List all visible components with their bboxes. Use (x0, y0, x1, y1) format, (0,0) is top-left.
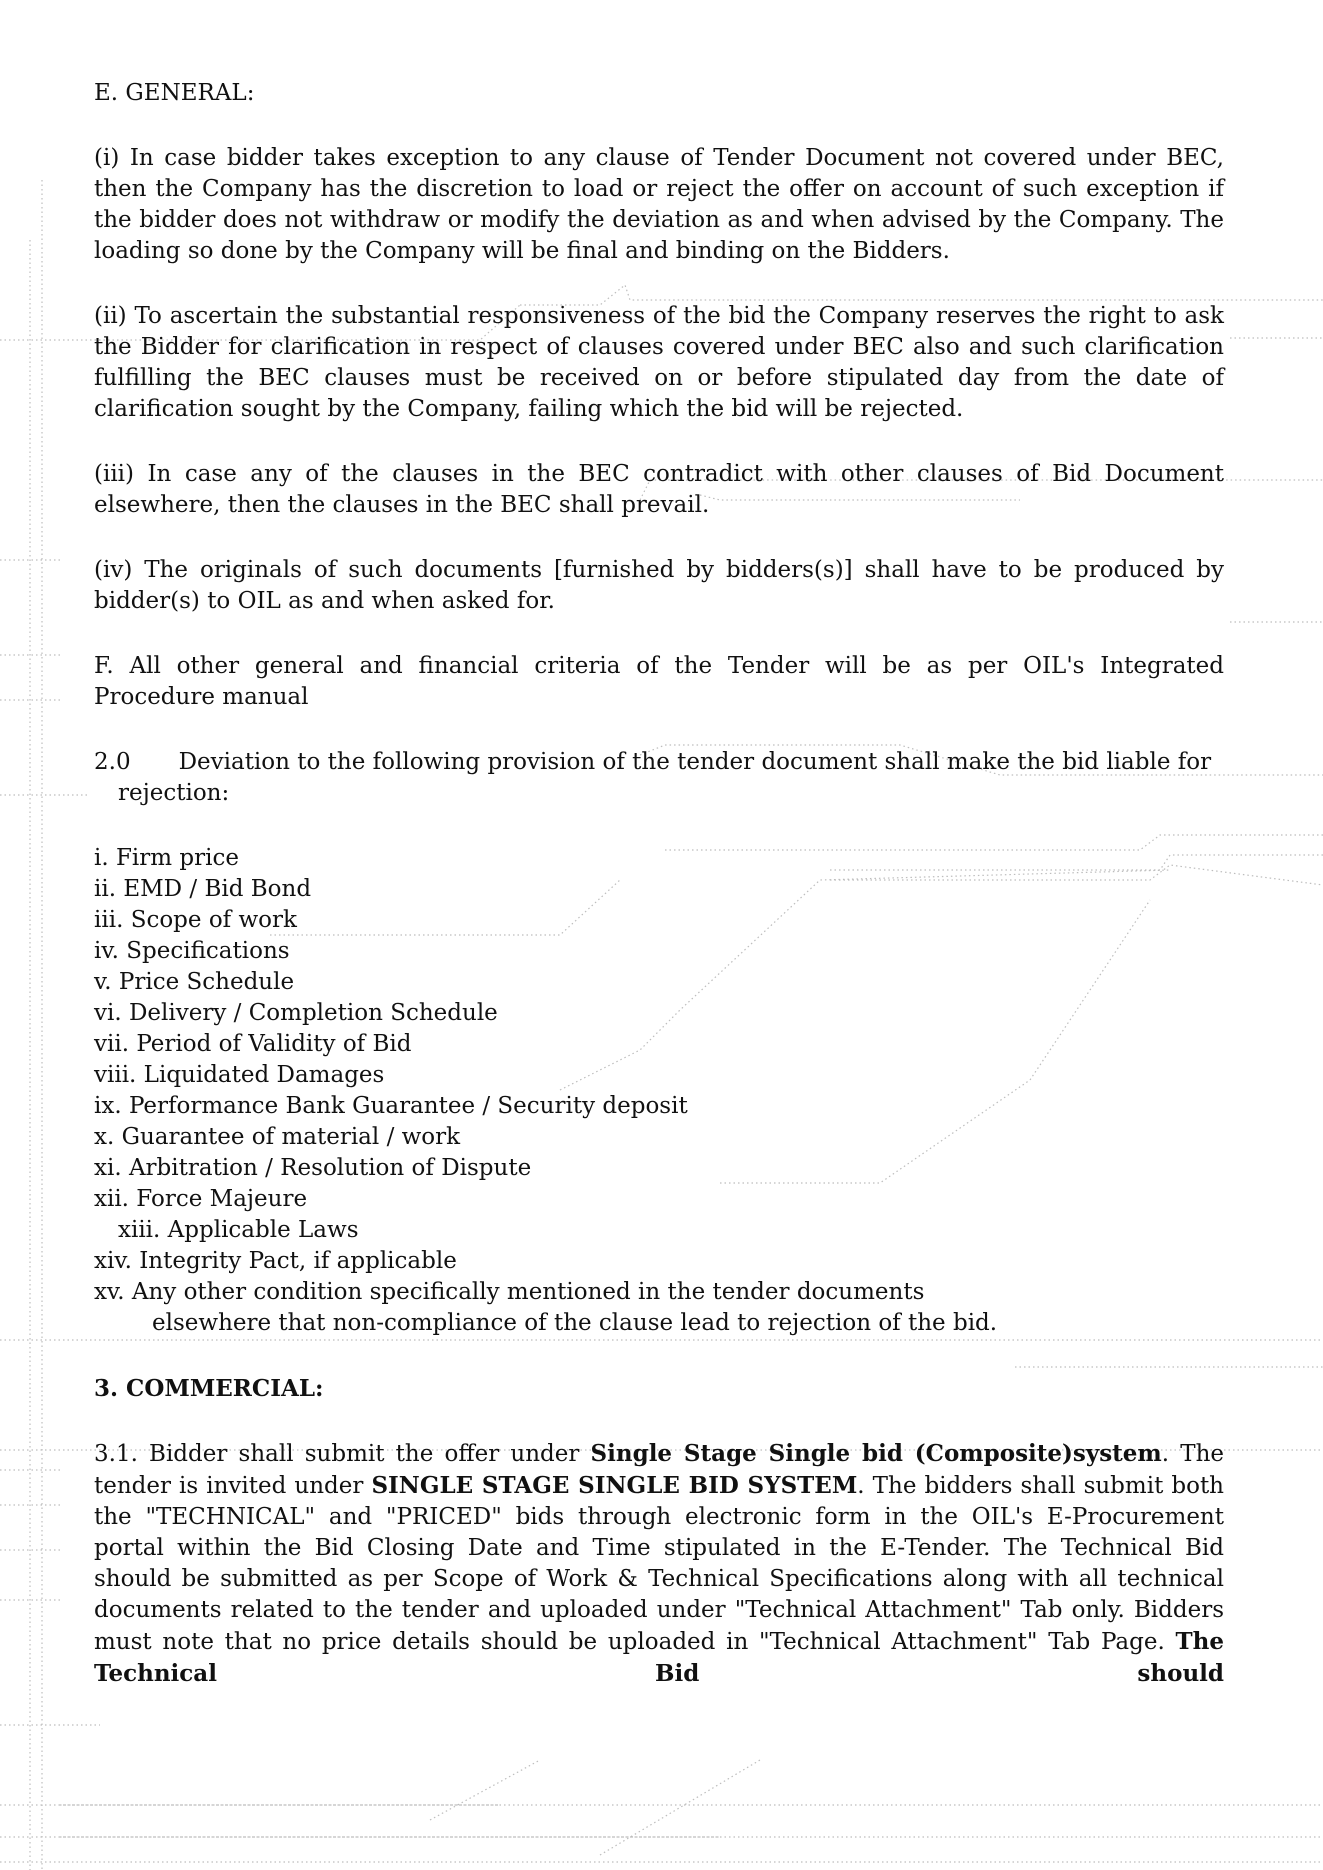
clause-3-1-text-a: 3.1. Bidder shall submit the offer under (94, 1441, 591, 1467)
list-item: vii. Period of Validity of Bid (94, 1031, 412, 1057)
list-item: viii. Liquidated Damages (94, 1062, 385, 1088)
list-item-continuation: elsewhere that non-compliance of the clause lead to rejection of the bid. (152, 1310, 998, 1336)
deviation-list (94, 843, 1224, 1339)
list-item: xiii. Applicable Laws (118, 1217, 359, 1243)
deviation-paragraph (94, 747, 1224, 778)
list-item: iii. Scope of work (94, 907, 297, 933)
deviation-text: Deviation to the following provision of the tender document shall make the bid liable for (178, 749, 1212, 775)
clause-3-1-text-c: . The tender is invited under (94, 1441, 1224, 1499)
deviation-tail: rejection: (118, 780, 230, 806)
clause-i: (i) In case bidder takes exception to any clause of Tender Document not covered under BEC, then the Company has the discretion to load or reject the offer on account of such exception if the bidder does not withdraw or modify the deviation as and when advised by the Company. The loading so done by the Company will be final and binding on the Bidders. (94, 145, 1224, 264)
list-item: ii. EMD / Bid Bond (94, 876, 312, 902)
clause-iv: (iv) The originals of such documents [furnished by bidders(s)] shall have to be produced by bidder(s) to OIL as and when asked for. (94, 557, 1224, 614)
clause-3-1 (94, 1438, 1224, 1690)
list-item (94, 1277, 1224, 1339)
section-f: F. All other general and financial criteria of the Tender will be as per OIL's Integrated Procedure manual (94, 653, 1224, 710)
section-3-heading: 3. COMMERCIAL: (94, 1375, 324, 1402)
clause-3-1-bold-a: Single Stage Single bid (Composite)system (590, 1440, 1162, 1467)
clause-iii: (iii) In case any of the clauses in the BEC contradict with other clauses of Bid Document elsewhere, then the clauses in the BEC shall prevail. (94, 461, 1224, 518)
deviation-number: 2.0 (94, 749, 131, 775)
list-item: ix. Performance Bank Guarantee / Security deposit (94, 1093, 688, 1119)
clause-3-1-bold-b: SINGLE STAGE SINGLE BID SYSTEM (371, 1472, 858, 1499)
list-item: x. Guarantee of material / work (94, 1124, 461, 1150)
list-item: v. Price Schedule (94, 969, 295, 995)
clause-3-1-bold-c: The Technical Bid should (94, 1628, 1224, 1687)
list-item: xii. Force Majeure (94, 1186, 308, 1212)
list-item: iv. Specifications (94, 938, 290, 964)
list-item: i. Firm price (94, 845, 239, 871)
clause-ii: (ii) To ascertain the substantial responsiveness of the bid the Company reserves the right to ask the Bidder for clarification in respect of clauses covered under BEC also and such clarification fulfilling the BEC clauses must be received on or before stipulated day from the date of clarification sought by the Company, failing which the bid will be rejected. (94, 303, 1224, 422)
list-item: vi. Delivery / Completion Schedule (94, 1000, 498, 1026)
section-e-heading: E. GENERAL: (94, 80, 255, 106)
list-item: xi. Arbitration / Resolution of Dispute (94, 1155, 532, 1181)
clause-3-1-text-e: . The bidders shall submit both the "TECHNICAL" and "PRICED" bids through electronic form in the OIL's E-Procurement portal within the Bid Closing Date and Time stipulated in the E-Tender. The Technical Bid should be submitted as per Scope of Work & Technical Specifications along with all technical documents related to the tender and uploaded under "Technical Attachment" Tab only. Bidders must note that no price details should be uploaded in "Technical Attachment" Tab Page. (94, 1473, 1224, 1655)
list-item-text: xv. Any other condition specifically mentioned in the tender documents (94, 1279, 925, 1305)
document-body (94, 78, 1224, 1724)
list-item: xiv. Integrity Pact, if applicable (94, 1248, 457, 1274)
